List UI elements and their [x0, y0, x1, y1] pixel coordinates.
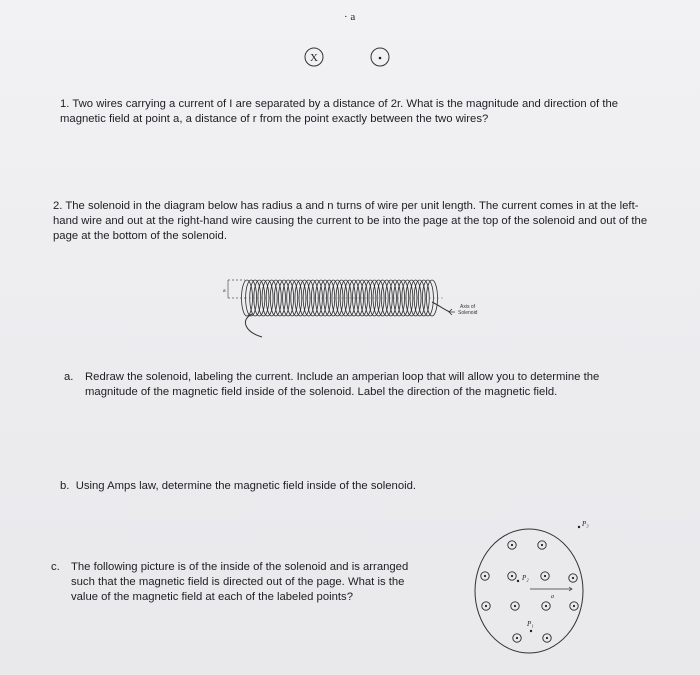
- solenoid-turn: [328, 280, 339, 316]
- question-1: 1. Two wires carrying a current of I are separated by a distance of 2r. What is the magnitude and direction of the magnetic field at point a, a distance of r from the point exactly between the two wires?: [60, 98, 619, 125]
- solenoid-turn: [394, 280, 405, 316]
- solenoid-turn: [381, 280, 392, 316]
- solenoid-turn: [336, 280, 347, 316]
- out-of-page-wire: [543, 634, 551, 642]
- out-of-page-wire: [508, 572, 516, 580]
- radius-a-label: a: [551, 594, 554, 600]
- solenoid-turn: [406, 280, 417, 316]
- solenoid-turn: [254, 280, 265, 316]
- solenoid-turn: [332, 280, 343, 316]
- out-of-page-marker: [371, 48, 389, 66]
- solenoid-turn: [410, 280, 421, 316]
- solenoid-turn: [390, 280, 401, 316]
- solenoid-turn: [377, 280, 388, 316]
- solenoid-turn: [258, 280, 269, 316]
- solenoid-turn: [414, 280, 425, 316]
- solenoid-turn: [316, 280, 327, 316]
- solenoid-turn: [283, 280, 294, 316]
- solenoid-turn: [303, 280, 314, 316]
- out-of-page-wires: [481, 541, 578, 642]
- solenoid-turn: [353, 280, 364, 316]
- solenoid-turn: [274, 280, 285, 316]
- wire-dot: [485, 605, 487, 607]
- solenoid-turn: [385, 280, 396, 316]
- point-p3-label: P₃: [582, 520, 589, 528]
- solenoid-turn: [373, 280, 384, 316]
- solenoid-turn: [299, 280, 310, 316]
- wire-dot: [541, 544, 543, 546]
- solenoid-coils: [242, 280, 438, 316]
- out-of-page-wire: [570, 602, 578, 610]
- out-of-page-wire: [513, 634, 521, 642]
- solenoid-turn: [266, 280, 277, 316]
- wire-dot: [545, 605, 547, 607]
- solenoid-turn: [369, 280, 380, 316]
- solenoid-turn: [422, 280, 433, 316]
- solenoid-turn: [340, 280, 351, 316]
- out-of-page-wire: [508, 541, 516, 549]
- point-p2-label: P₂: [522, 574, 529, 582]
- axis-label-line-2: Solenoid: [458, 310, 478, 316]
- question-2a-text: Redraw the solenoid, labeling the current. Include an amperian loop that will allow you to determine the magnitude of the magnetic field inside of the solenoid. Label the direction of the magnetic field.: [85, 371, 600, 398]
- solenoid-turn: [242, 280, 253, 316]
- out-of-page-wire: [569, 574, 577, 582]
- question-2b: [60, 479, 416, 494]
- out-of-page-wire: [542, 602, 550, 610]
- question-2a-label: a.: [64, 371, 74, 383]
- out-of-page-wire: [541, 572, 549, 580]
- radius-label: a: [223, 288, 226, 294]
- solenoid-turn: [262, 280, 273, 316]
- solenoid-turn: [287, 280, 298, 316]
- question-2c-label: c.: [51, 561, 60, 573]
- solenoid-turn: [311, 280, 322, 316]
- out-of-page-wire: [511, 602, 519, 610]
- wire-dot: [546, 637, 548, 639]
- solenoid-turn: [324, 280, 335, 316]
- question-2b-text: Using Amps law, determine the magnetic field inside of the solenoid.: [75, 480, 417, 492]
- wire-dot: [516, 637, 518, 639]
- wire-dot: [514, 605, 516, 607]
- solenoid-turn: [361, 280, 372, 316]
- solenoid-turn: [320, 280, 331, 316]
- out-of-page-wire: [482, 602, 490, 610]
- solenoid-turn: [246, 280, 257, 316]
- solenoid-turn: [418, 280, 429, 316]
- solenoid-turn: [291, 280, 302, 316]
- solenoid-turn: [279, 280, 290, 316]
- solenoid-boundary: [475, 529, 583, 653]
- wire-dot: [573, 605, 575, 607]
- solenoid-turn: [427, 280, 438, 316]
- solenoid-turn: [344, 280, 355, 316]
- wire-dot: [572, 577, 574, 579]
- solenoid-turn: [365, 280, 376, 316]
- out-of-page-wire: [538, 541, 546, 549]
- solenoid-turn: [402, 280, 413, 316]
- solenoid-turn: [295, 280, 306, 316]
- solenoid-turn: [398, 280, 409, 316]
- question-2b-label: b.: [60, 480, 70, 492]
- point-p1-label: P₁: [527, 620, 534, 628]
- wire-dot: [544, 575, 546, 577]
- solenoid-turn: [357, 280, 368, 316]
- wire-dot: [511, 575, 513, 577]
- out-of-page-wire: [481, 572, 489, 580]
- solenoid-turn: [348, 280, 359, 316]
- axis-label-line-1: Axis of: [460, 304, 476, 310]
- into-page-marker: [305, 48, 323, 66]
- question-2: 2. The solenoid in the diagram below has radius a and n turns of wire per unit length. The current comes in at the left-hand wire and out at the right-hand wire causing the current to be into the page at the top of the solenoid and out of the page at the bottom of the solenoid.: [53, 200, 648, 242]
- wire-dot: [484, 575, 486, 577]
- solenoid-turn: [307, 280, 318, 316]
- into-page-symbol: X: [310, 52, 318, 64]
- point-a-label: · a: [344, 11, 356, 23]
- question-2c-text: The following picture is of the inside of the solenoid and is arranged such that the magnetic field is directed out of the page. What is the value of the magnetic field at each of the labeled points?: [71, 561, 409, 603]
- wire-dot: [511, 544, 513, 546]
- solenoid-turn: [270, 280, 281, 316]
- solenoid-turn: [250, 280, 261, 316]
